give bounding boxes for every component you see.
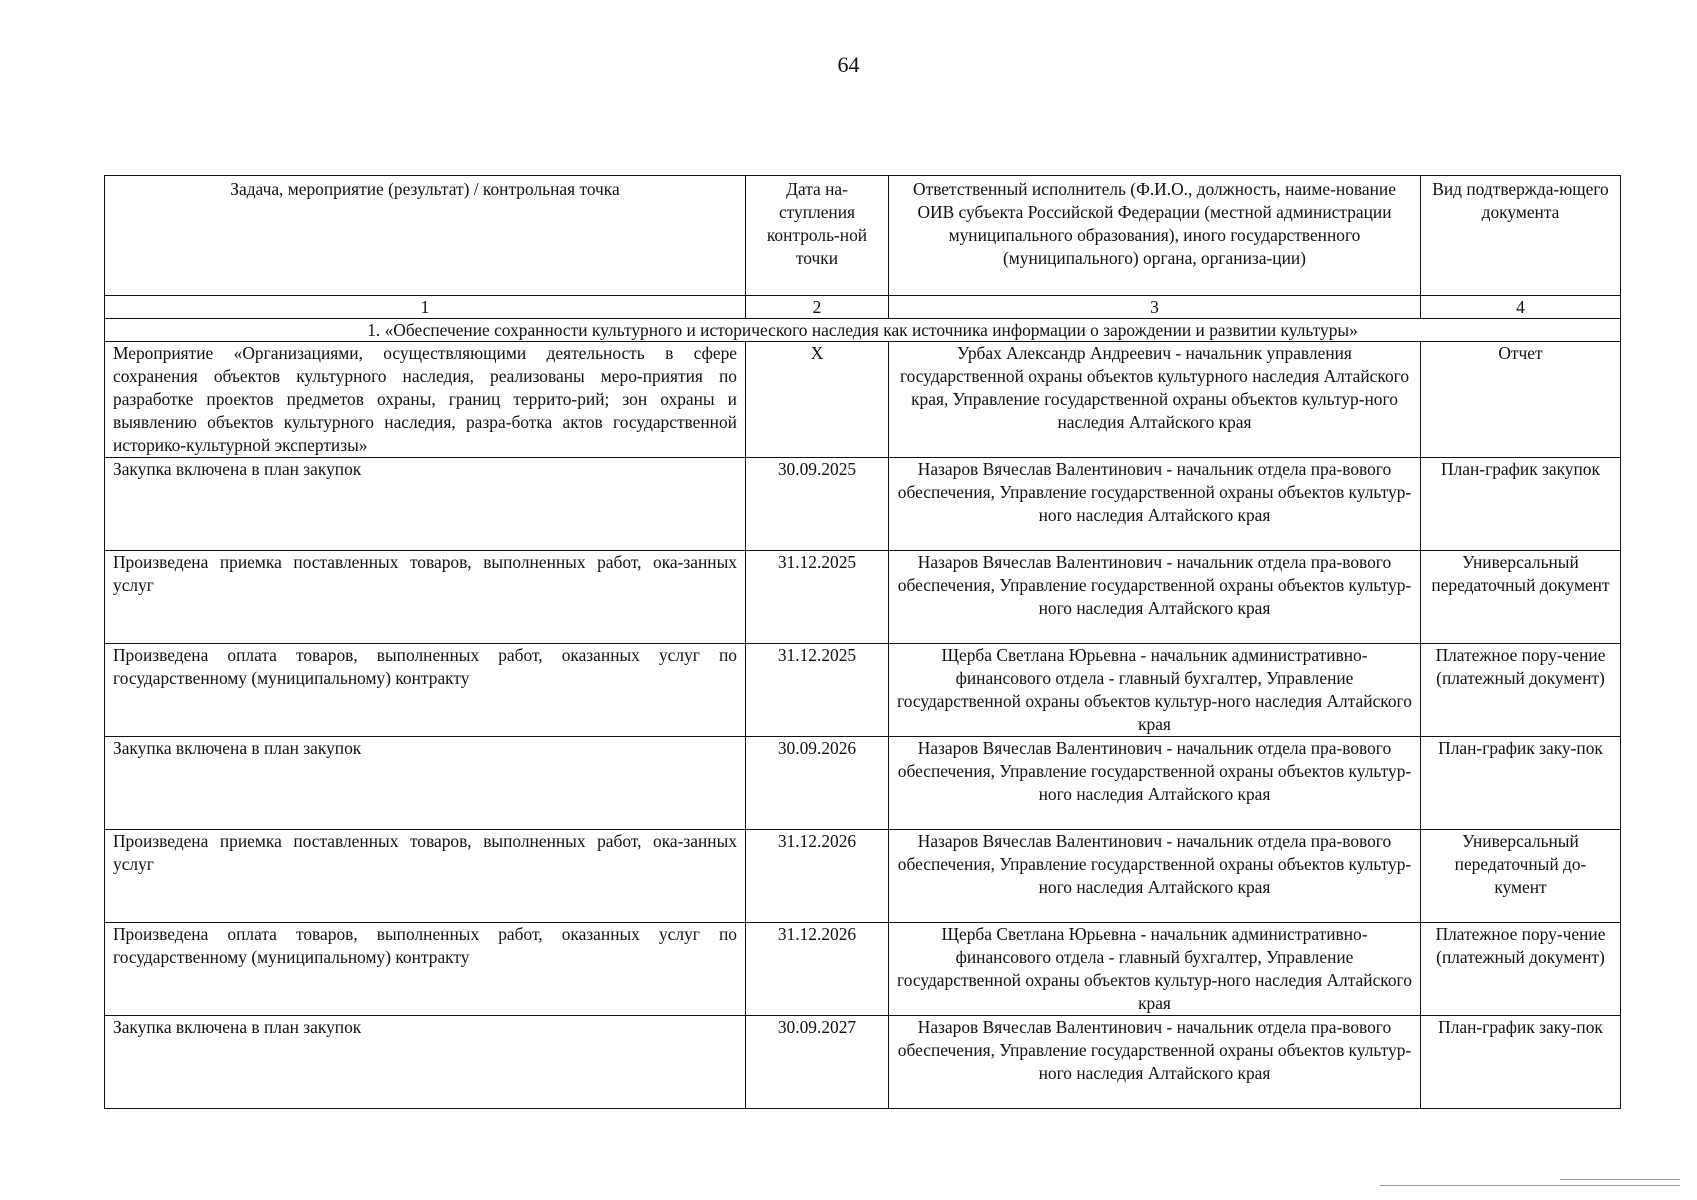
- date-cell: 30.09.2027: [746, 1016, 889, 1109]
- task-cell: Произведена приемка поставленных товаров, выполненных работ, ока-занных услуг: [105, 551, 746, 644]
- table-row: [105, 830, 1621, 923]
- column-number: 1: [105, 296, 746, 319]
- table-row: [105, 551, 1621, 644]
- scan-artifact-line: [1380, 1185, 1680, 1186]
- task-cell: Закупка включена в план закупок: [105, 458, 746, 551]
- date-cell: X: [746, 342, 889, 458]
- responsible-cell: Назаров Вячеслав Валентинович - начальник отдела пра-вового обеспечения, Управление государственной охраны объектов культур-ного наследия Алтайского края: [889, 1016, 1421, 1109]
- document-cell: Универсальный передаточный документ: [1421, 551, 1621, 644]
- document-cell: Универсальный передаточный до-кумент: [1421, 830, 1621, 923]
- table-row: [105, 1016, 1621, 1109]
- date-cell: 31.12.2025: [746, 551, 889, 644]
- header-responsible: Ответственный исполнитель (Ф.И.О., должность, наиме-нование ОИВ субъекта Российской Федерации (местной администрации муниципального образования), иного государственного (муниципального) органа, организа-ции): [889, 176, 1421, 296]
- page-number: 64: [837, 52, 860, 77]
- column-number-row: [105, 296, 1621, 319]
- header-document: Вид подтвержда-ющего документа: [1421, 176, 1621, 296]
- responsible-cell: Щерба Светлана Юрьевна - начальник административно-финансового отдела - главный бухгалтер, Управление государственной охраны объектов культур-ного наследия Алтайского края: [889, 923, 1421, 1016]
- responsible-cell: Назаров Вячеслав Валентинович - начальник отдела пра-вового обеспечения, Управление государственной охраны объектов культур-ного наследия Алтайского края: [889, 737, 1421, 830]
- date-cell: 31.12.2025: [746, 644, 889, 737]
- document-cell: Платежное пору-чение (платежный документ): [1421, 644, 1621, 737]
- table-row: [105, 644, 1621, 737]
- scan-artifact-line: [1560, 1179, 1680, 1180]
- date-cell: 31.12.2026: [746, 830, 889, 923]
- column-number: 2: [746, 296, 889, 319]
- document-cell: План-график заку-пок: [1421, 737, 1621, 830]
- table-header-row: [105, 176, 1621, 296]
- header-task: Задача, мероприятие (результат) / контрольная точка: [105, 176, 746, 296]
- responsible-cell: Назаров Вячеслав Валентинович - начальник отдела пра-вового обеспечения, Управление государственной охраны объектов культур-ного наследия Алтайского края: [889, 458, 1421, 551]
- table-row: [105, 458, 1621, 551]
- task-cell: Произведена оплата товаров, выполненных работ, оказанных услуг по государственному (муниципальному) контракту: [105, 644, 746, 737]
- table-row: [105, 342, 1621, 458]
- column-number: 4: [1421, 296, 1621, 319]
- document-cell: План-график заку-пок: [1421, 1016, 1621, 1109]
- responsible-cell: Назаров Вячеслав Валентинович - начальник отдела пра-вового обеспечения, Управление государственной охраны объектов культур-ного наследия Алтайского края: [889, 551, 1421, 644]
- document-cell: Платежное пору-чение (платежный документ): [1421, 923, 1621, 1016]
- task-cell: Произведена приемка поставленных товаров, выполненных работ, ока-занных услуг: [105, 830, 746, 923]
- responsible-cell: Урбах Александр Андреевич - начальник управления государственной охраны объектов культурного наследия Алтайского края, Управление государственной охраны объектов культур-ного наследия Алтайского края: [889, 342, 1421, 458]
- task-cell: Закупка включена в план закупок: [105, 737, 746, 830]
- responsible-cell: Щерба Светлана Юрьевна - начальник административно-финансового отдела - главный бухгалтер, Управление государственной охраны объектов культур-ного наследия Алтайского края: [889, 644, 1421, 737]
- column-number: 3: [889, 296, 1421, 319]
- table-row: [105, 737, 1621, 830]
- task-cell: Закупка включена в план закупок: [105, 1016, 746, 1109]
- section-row: [105, 319, 1621, 342]
- document-cell: Отчет: [1421, 342, 1621, 458]
- control-points-table: [104, 175, 1621, 1109]
- date-cell: 30.09.2026: [746, 737, 889, 830]
- responsible-cell: Назаров Вячеслав Валентинович - начальник отдела пра-вового обеспечения, Управление государственной охраны объектов культур-ного наследия Алтайского края: [889, 830, 1421, 923]
- table-row: [105, 923, 1621, 1016]
- document-cell: План-график закупок: [1421, 458, 1621, 551]
- date-cell: 30.09.2025: [746, 458, 889, 551]
- header-date: Дата на-ступления контроль-ной точки: [746, 176, 889, 296]
- task-cell: Произведена оплата товаров, выполненных работ, оказанных услуг по государственному (муниципальному) контракту: [105, 923, 746, 1016]
- date-cell: 31.12.2026: [746, 923, 889, 1016]
- section-title: 1. «Обеспечение сохранности культурного и исторического наследия как источника информации о зарождении и развитии культуры»: [105, 319, 1621, 342]
- task-cell: Мероприятие «Организациями, осуществляющими деятельность в сфере сохранения объектов культурного наследия, реализованы меро-приятия по разработке проектов предметов охраны, границ террито-рий; зон охраны и выявлению объектов культурного наследия, разра-ботка актов государственной историко-культурной экспертизы»: [105, 342, 746, 458]
